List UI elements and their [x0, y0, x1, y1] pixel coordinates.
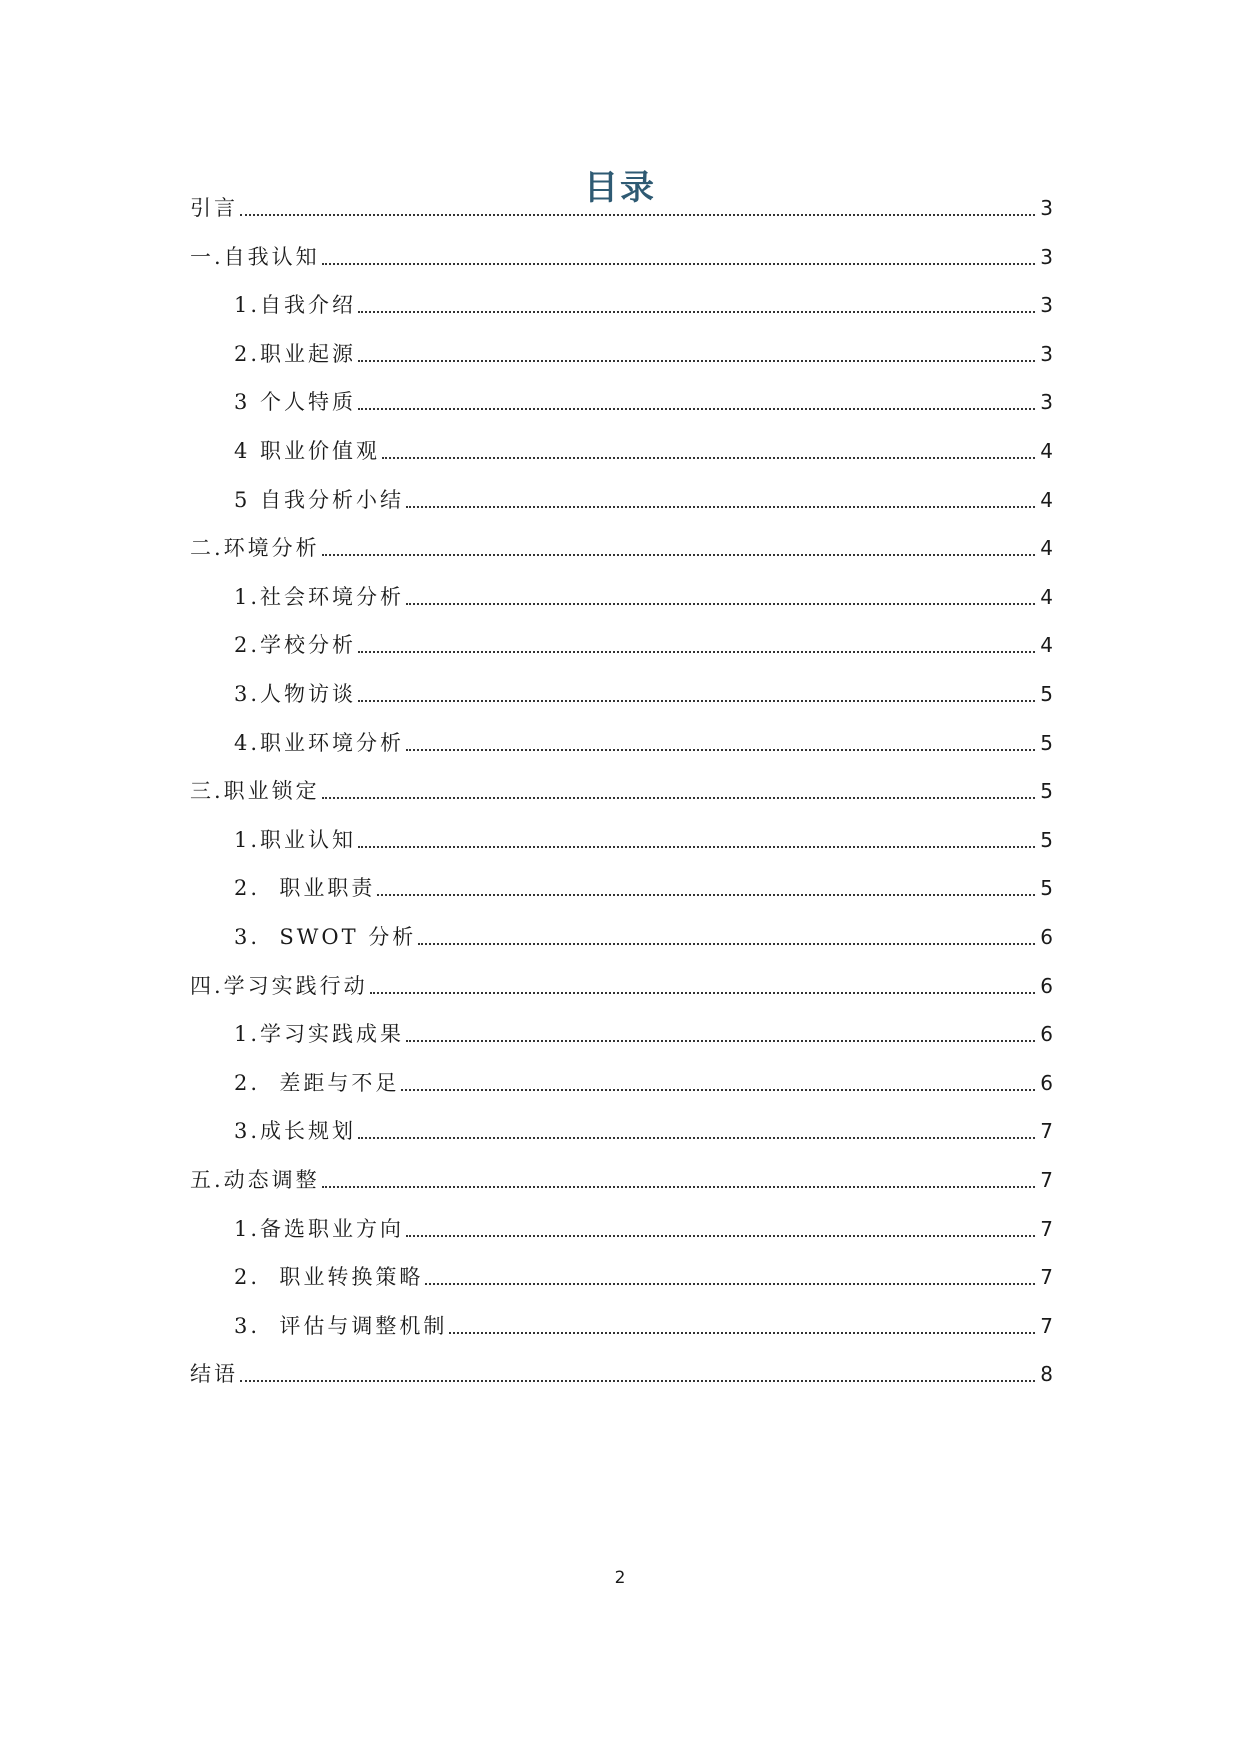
toc-entry[interactable]: [234, 582, 1053, 612]
toc-entry-page: 3: [1040, 293, 1053, 318]
toc-dot-leader: [449, 1332, 1035, 1334]
toc-entry-page: 3: [1040, 341, 1053, 366]
toc-entry-page: 6: [1040, 973, 1053, 998]
toc-entry[interactable]: [190, 193, 1053, 223]
toc-entry-page: 3: [1040, 196, 1053, 220]
toc-entry-label: 1.职业认知: [234, 827, 357, 852]
toc-entry-label: 1.备选职业方向: [234, 1216, 405, 1241]
toc-entry[interactable]: [234, 290, 1053, 320]
toc-dot-leader: [401, 1089, 1035, 1091]
toc-entry-page: 7: [1040, 1265, 1053, 1290]
toc-entry[interactable]: [234, 922, 1053, 952]
toc-entry[interactable]: [190, 242, 1053, 272]
toc-entry[interactable]: [234, 728, 1053, 758]
toc-dot-leader: [406, 506, 1035, 508]
toc-entry-label: 2. 差距与不足: [234, 1070, 400, 1095]
toc-entry-page: 5: [1040, 876, 1053, 901]
toc-entry-page: 5: [1040, 827, 1053, 852]
toc-entry-page: 4: [1040, 536, 1053, 561]
toc-entry[interactable]: [234, 339, 1053, 369]
toc-dot-leader: [370, 992, 1035, 994]
toc-entry[interactable]: [234, 485, 1053, 515]
toc-dot-leader: [358, 360, 1035, 362]
toc-dot-leader: [322, 554, 1035, 556]
toc-entry-label: 2. 职业转换策略: [234, 1265, 424, 1290]
toc-entry-page: 6: [1040, 1022, 1053, 1047]
toc-entry[interactable]: [190, 776, 1053, 806]
toc-dot-leader: [358, 651, 1035, 653]
toc-dot-leader: [418, 943, 1035, 945]
toc-dot-leader: [382, 457, 1035, 459]
toc-dot-leader: [406, 1235, 1035, 1237]
toc-entry-label: 三.职业锁定: [190, 779, 320, 804]
toc-entry-page: 7: [1040, 1216, 1053, 1241]
toc-dot-leader: [240, 214, 1035, 216]
toc-entry[interactable]: [234, 1116, 1053, 1146]
toc-entry-label: 5 自我分析小结: [234, 487, 405, 512]
toc-entry[interactable]: [190, 1359, 1053, 1389]
toc-entry-label: 1.学习实践成果: [234, 1022, 405, 1047]
toc-entry-label: 2.职业起源: [234, 341, 357, 366]
toc-dot-leader: [322, 263, 1035, 265]
toc-entry-label: 3. SWOT 分析: [234, 925, 417, 949]
toc-dot-leader: [406, 1040, 1035, 1042]
toc-entry-label: 2.学校分析: [234, 633, 357, 658]
toc-entry-label: 1.自我介绍: [234, 293, 357, 318]
toc-entry-page: 8: [1040, 1362, 1053, 1387]
toc-entry-label: 3.成长规划: [234, 1119, 357, 1144]
toc-entry-page: 7: [1040, 1313, 1053, 1338]
toc-entry-page: 5: [1040, 779, 1053, 804]
toc-entry-page: 5: [1040, 730, 1053, 755]
toc-entry-label: 3 个人特质: [234, 390, 357, 415]
toc-dot-leader: [322, 797, 1035, 799]
toc-entry-label: 1.社会环境分析: [234, 584, 405, 609]
toc-dot-leader: [240, 1380, 1035, 1382]
toc-entry[interactable]: [190, 1165, 1053, 1195]
toc-entry[interactable]: [234, 630, 1053, 660]
page-number: 2: [614, 1568, 626, 1588]
toc-entry[interactable]: [234, 873, 1053, 903]
toc-entry-label: 四.学习实践行动: [190, 973, 368, 998]
toc-entry[interactable]: [234, 1214, 1053, 1244]
toc-entry-page: 4: [1040, 633, 1053, 658]
toc-dot-leader: [358, 408, 1035, 410]
toc-dot-leader: [322, 1186, 1035, 1188]
toc-entry-page: 6: [1040, 925, 1053, 949]
toc-dot-leader: [358, 846, 1035, 848]
toc-entry-page: 7: [1040, 1168, 1053, 1192]
toc-dot-leader: [406, 749, 1035, 751]
toc-dot-leader: [425, 1283, 1035, 1285]
toc-entry-page: 6: [1040, 1070, 1053, 1095]
toc-entry[interactable]: [234, 1262, 1053, 1292]
toc-entry-page: 4: [1040, 487, 1053, 512]
toc-entry-label: 3.人物访谈: [234, 682, 357, 706]
toc-entry-page: 3: [1040, 390, 1053, 415]
toc-dot-leader: [358, 700, 1035, 702]
toc-entry-page: 4: [1040, 584, 1053, 609]
toc-entry-label: 一.自我认知: [190, 244, 320, 269]
toc-entry-page: 3: [1040, 244, 1053, 269]
toc-entry-label: 4.职业环境分析: [234, 730, 405, 755]
toc-entry-label: 二.环境分析: [190, 536, 320, 561]
toc-entry-page: 4: [1040, 439, 1053, 463]
toc-entry[interactable]: [234, 436, 1053, 466]
toc-dot-leader: [358, 311, 1035, 313]
toc-entry-label: 引言: [190, 196, 238, 220]
toc-entry-label: 五.动态调整: [190, 1168, 320, 1192]
toc-entry[interactable]: [190, 971, 1053, 1001]
toc-entry-label: 3. 评估与调整机制: [234, 1313, 448, 1338]
toc-entry-label: 2. 职业职责: [234, 876, 376, 901]
toc-entry[interactable]: [234, 679, 1053, 709]
toc-entry[interactable]: [234, 1311, 1053, 1341]
toc-entry-label: 4 职业价值观: [234, 439, 381, 463]
toc-entry[interactable]: [234, 1019, 1053, 1049]
toc-entry[interactable]: [234, 1068, 1053, 1098]
toc-dot-leader: [377, 894, 1035, 896]
toc-title: 目录: [584, 168, 656, 208]
toc-entry[interactable]: [234, 387, 1053, 417]
toc-dot-leader: [358, 1137, 1035, 1139]
toc-entry-page: 5: [1040, 682, 1053, 706]
toc-entry[interactable]: [234, 825, 1053, 855]
toc-dot-leader: [406, 603, 1035, 605]
toc-entry-label: 结语: [190, 1362, 238, 1387]
toc-entry[interactable]: [190, 533, 1053, 563]
toc-entry-page: 7: [1040, 1119, 1053, 1144]
